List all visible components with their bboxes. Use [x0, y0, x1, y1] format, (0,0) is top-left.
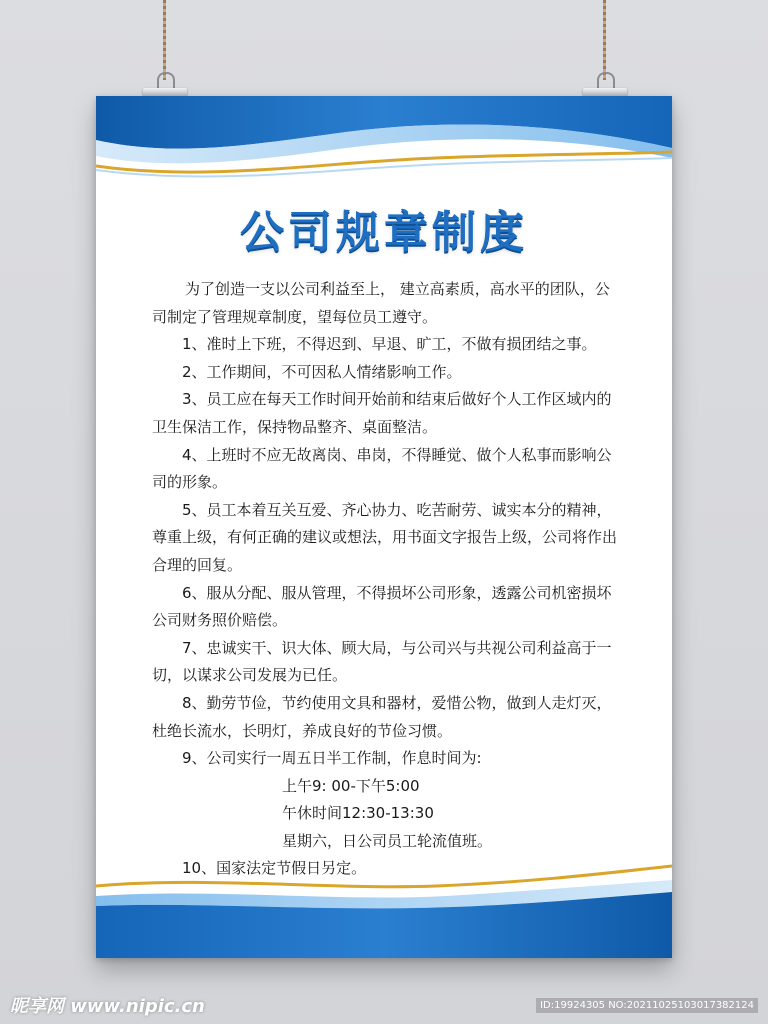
- regulations-body: [152, 276, 622, 883]
- rule-10: 10、国家法定节假日另定。: [182, 859, 367, 878]
- bottom-wave-decoration: [96, 862, 672, 958]
- rule-1: 1、准时上下班，不得迟到、早退、旷工，不做有损团结之事。: [182, 335, 597, 354]
- schedule-line-3: 星期六，日公司员工轮流值班。: [282, 831, 493, 850]
- watermark-id: ID:19924305 NO:20211025103017382124: [536, 998, 758, 1013]
- schedule-line-1: 上午9: 00-下午5:00: [282, 776, 420, 795]
- poster-title: 公司规章制度: [240, 207, 528, 258]
- poster: [96, 96, 672, 958]
- rule-8: 8、勤劳节俭，节约使用文具和器材，爱惜公物，做到人走灯灭，杜绝长流水，长明灯，养成良好的节俭习惯。: [152, 693, 612, 740]
- rule-7: 7、忠诚实干、识大体、顾大局，与公司兴与共视公司利益高于一切，以谋求公司发展为已任。: [152, 638, 612, 685]
- schedule-line-2: 午休时间12:30-13:30: [282, 804, 434, 823]
- hanging-string-left: [163, 0, 166, 80]
- rule-3: 3、员工应在每天工作时间开始前和结束后做好个人工作区域内的卫生保洁工作，保持物品整齐、桌面整洁。: [152, 390, 612, 436]
- rule-5: 5、员工本着互关互爱、齐心协力、吃苦耐劳、诚实本分的精神，尊重上级，有何正确的建议或想法，用书面文字报告上级，公司将作出合理的回复。: [152, 500, 618, 574]
- intro-paragraph: 为了创造一支以公司利益至上， 建立高素质，高水平的团队，公司制定了管理规章制度，望每位员工遵守。: [152, 280, 610, 326]
- hanging-string-right: [603, 0, 606, 80]
- rule-9: 9、公司实行一周五日半工作制，作息时间为:: [182, 749, 482, 768]
- rule-2: 2、工作期间，不可因私人情绪影响工作。: [182, 362, 462, 381]
- rule-6: 6、服从分配、服从管理，不得损坏公司形象，透露公司机密损坏公司财务照价赔偿。: [152, 583, 612, 630]
- watermark-site: 昵享网 www.nipic.cn: [10, 996, 205, 1017]
- top-wave-decoration: [96, 96, 672, 192]
- rule-4: 4、上班时不应无故离岗、串岗，不得睡觉、做个人私事而影响公司的形象。: [152, 445, 612, 492]
